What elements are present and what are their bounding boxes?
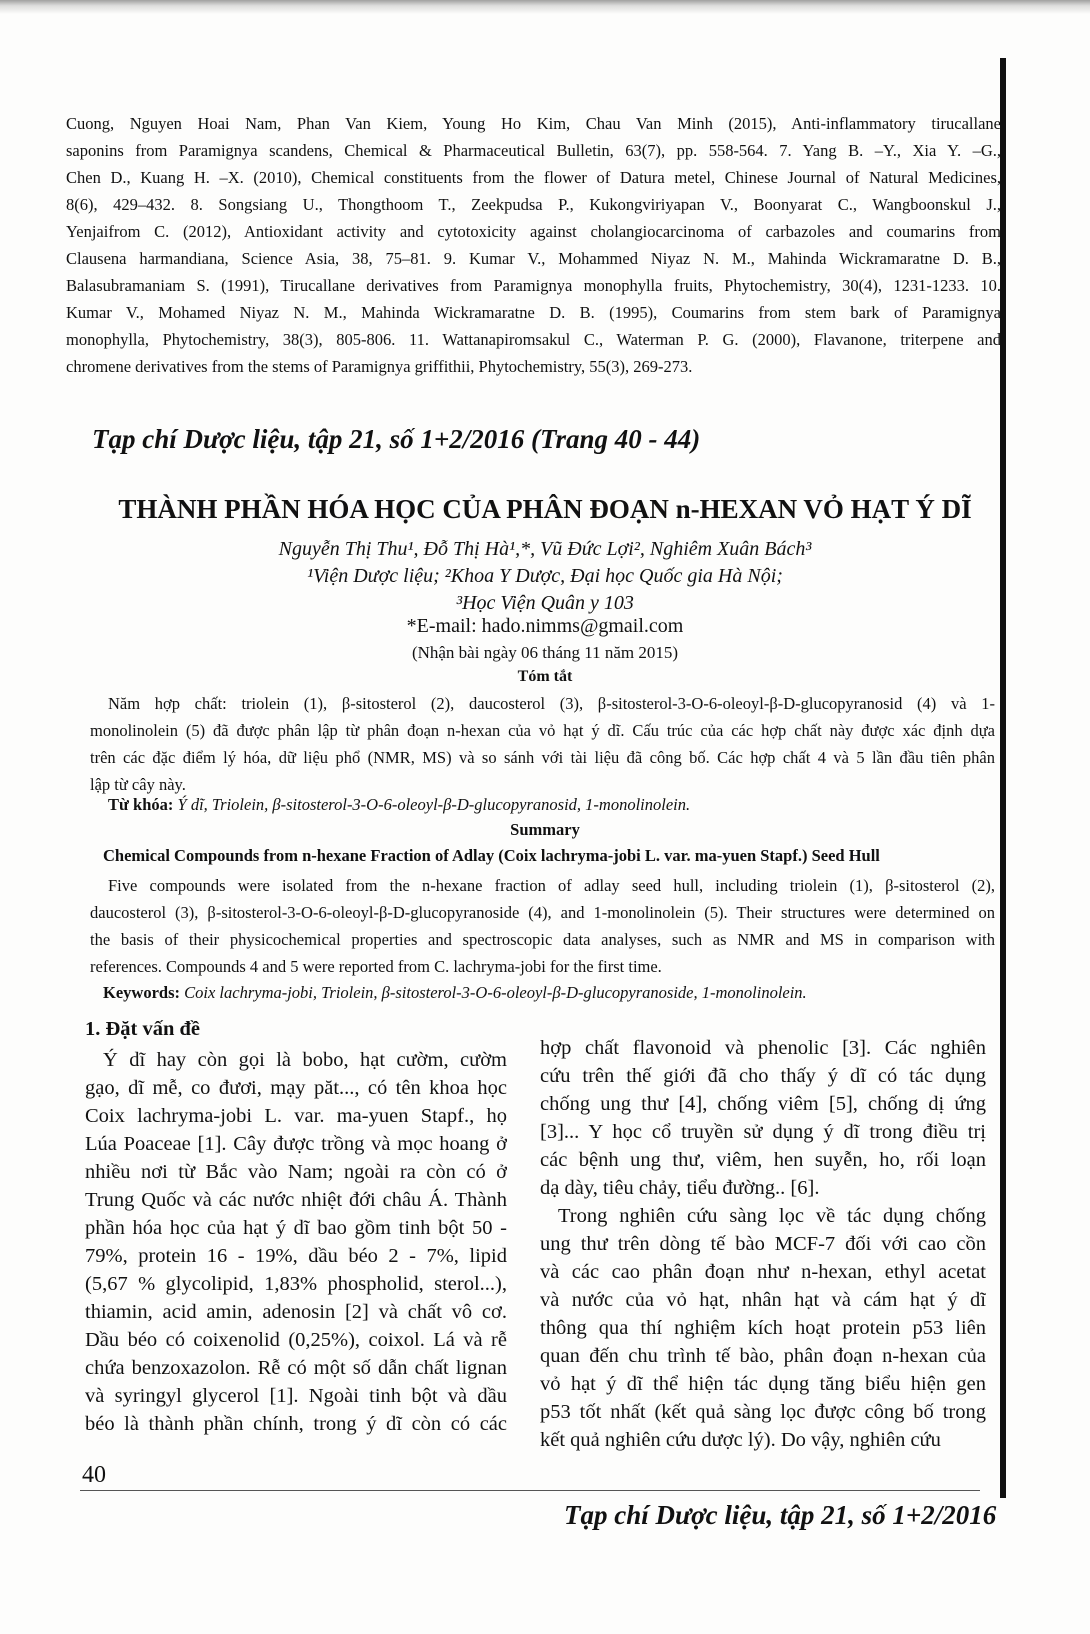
keywords-vn-text: Ý dĩ, Triolein, β-sitosterol-3-O-6-oleoyl-β-D-glucopyranosid, 1-monolinolein.: [177, 795, 691, 814]
abstract-vn: [90, 690, 995, 798]
text-line: Chen D., Kuang H. –X. (2010), Chemical constituents from the flower of Datura metel, Chinese Journal of Natural Medicines,: [66, 168, 1001, 187]
text-line: references. Compounds 4 and 5 were reported from C. lachryma-jobi for the first time.: [90, 957, 662, 976]
authors-block: [0, 536, 1090, 617]
affiliation-line-2: ³Học Viện Quân y 103: [456, 592, 634, 614]
text-line: lập từ cây này.: [90, 775, 186, 794]
text-line: p53 tốt nhất (kết quả sàng lọc được công bố trong: [540, 1401, 986, 1423]
text-line: the basis of their physicochemical properties and spectroscopic data analyses, such as NMR and MS in comparison with: [90, 930, 995, 949]
keywords-vn-label: Từ khóa:: [108, 795, 174, 814]
journal-header: Tạp chí Dược liệu, tập 21, số 1+2/2016 (Trang 40 - 44): [92, 424, 701, 454]
keywords-en-label: Keywords:: [103, 983, 180, 1002]
text-line: (5,67 % glycolipid, 1,83% phospholid, sterol...),: [85, 1273, 507, 1295]
text-line: Ý dĩ hay còn gọi là bobo, hạt cườm, cườm: [103, 1049, 507, 1071]
text-line: chống ung thư [4], chống viêm [5], chống dị ứng: [540, 1093, 986, 1115]
text-line: Trung Quốc và các nước nhiệt đới châu Á. Thành: [85, 1189, 507, 1211]
article-title: THÀNH PHẦN HÓA HỌC CỦA PHÂN ĐOẠN n-HEXAN VỎ HẠT Ý DĨ: [118, 494, 972, 524]
text-line: gạo, dĩ mễ, co đươi, mạy păt..., có tên khoa học: [85, 1077, 507, 1099]
keywords-en: [103, 983, 807, 1003]
body-right-column: [540, 1034, 986, 1454]
text-line: và các cao phân đoạn như n-hexan, ethyl acetat: [540, 1261, 986, 1283]
text-line: monolinolein (5) đã được phân lập từ phân đoạn n-hexan của vỏ hạt ý dĩ. Cấu trúc của các hợp chất này được xác định dựa: [90, 721, 995, 740]
text-line: Lúa Poaceae [1]. Cây được trồng và mọc hoang ở: [85, 1133, 507, 1155]
text-line: Năm hợp chất: triolein (1), β-sitosterol (2), daucosterol (3), β-sitosterol-3-O-6-oleoyl-β-D-glucopyranosid (4) và 1-: [108, 694, 995, 713]
text-line: chromene derivatives from the stems of Paramignya griffithii, Phytochemistry, 55(3), 269-273.: [66, 357, 693, 376]
text-line: ung thư trên dòng tế bào MCF-7 đối với cao cồn: [540, 1233, 986, 1255]
keywords-vn: [108, 795, 690, 815]
text-line: 79%, protein 16 - 19%, dầu béo 2 - 7%, lipid: [85, 1245, 507, 1267]
text-line: chứa benzoxazolon. Rễ có một số dẫn chất lignan: [85, 1357, 507, 1379]
text-line: kết quả nghiên cứu dược lý). Do vậy, nghiên cứu: [540, 1429, 941, 1451]
text-line: Coix lachryma-jobi L. var. ma-yuen Stapf., họ: [85, 1105, 507, 1127]
keywords-en-text: Coix lachryma-jobi, Triolein, β-sitosterol-3-O-6-oleoyl-β-D-glucopyranoside, 1-monolinolein.: [184, 983, 807, 1002]
text-line: béo là thành phần chính, trong ý dĩ còn có các: [85, 1413, 507, 1435]
author-email: *E-mail: hado.nimms@gmail.com: [406, 615, 684, 637]
text-line: phần hóa học của hạt ý dĩ bao gồm tinh bột 50 -: [85, 1217, 507, 1239]
text-line: saponins from Paramignya scandens, Chemical & Pharmaceutical Bulletin, 63(7), pp. 558-564. 7. Yang B. –Y., Xia Y. –G.,: [66, 141, 1001, 160]
section-heading: 1. Đặt vấn đề: [85, 1018, 201, 1040]
text-line: hợp chất flavonoid và phenolic [3]. Các nghiên: [540, 1037, 986, 1059]
text-line: và nước của vỏ hạt, nhân hạt và cám hạt ý dĩ: [540, 1289, 986, 1311]
text-line: dạ dày, tiêu chảy, tiểu đường.. [6].: [540, 1177, 820, 1199]
text-line: Clausena harmandiana, Science Asia, 38, 75–81. 9. Kumar V., Mohammed Niyaz N. M., Mahinda Wickramaratne D. B.,: [66, 249, 1001, 268]
footer-journal: Tạp chí Dược liệu, tập 21, số 1+2/2016: [564, 1500, 997, 1530]
summary-heading: Summary: [510, 820, 580, 839]
text-line: vỏ hạt ý dĩ thể hiện tác dụng tăng biểu hiện gen: [540, 1373, 986, 1395]
text-line: thiamin, acid amin, adenosin [2] và chất vô cơ.: [85, 1301, 507, 1323]
text-line: Balasubramaniam S. (1991), Tirucallane derivatives from Paramignya monophylla fruits, Phytochemistry, 30(4), 1231-1233. 10.: [66, 276, 1001, 295]
body-left-column: [85, 1046, 507, 1438]
text-line: Trong nghiên cứu sàng lọc về tác dụng chống: [558, 1205, 986, 1227]
received-date: (Nhận bài ngày 06 tháng 11 năm 2015): [411, 643, 679, 662]
text-line: Five compounds were isolated from the n-hexane fraction of adlay seed hull, including triolein (1), β-sitosterol (2),: [108, 876, 995, 895]
affiliation-line-1: ¹Viện Dược liệu; ²Khoa Y Dược, Đại học Quốc gia Hà Nội;: [307, 565, 783, 587]
abstract-vn-heading: Tóm tắt: [517, 668, 573, 685]
text-line: daucosterol (3), β-sitosterol-3-O-6-oleoyl-β-D-glucopyranoside (4), and 1-monolinolein (5). Their structures were determined on: [90, 903, 995, 922]
text-line: các bệnh ung thư, viêm, hen suyễn, ho, rối loạn: [540, 1149, 986, 1171]
text-line: Cuong, Nguyen Hoai Nam, Phan Van Kiem, Young Ho Kim, Chau Van Minh (2015), Anti-inflammatory tirucallane: [66, 114, 1001, 133]
footer-rule: [80, 1490, 980, 1491]
text-line: Dầu béo có coixenolid (0,25%), coixol. Lá và rễ: [85, 1329, 507, 1351]
text-line: quan đến chu trình tế bào, phân đoạn n-hexan của: [540, 1345, 986, 1367]
scan-edge-shadow: [0, 0, 1090, 14]
text-line: monophylla, Phytochemistry, 38(3), 805-806. 11. Wattanapiromsakul C., Waterman P. G. (2000), Flavanone, triterpene and: [66, 330, 1001, 349]
page-number: 40: [82, 1462, 106, 1488]
text-line: Yenjaifrom C. (2012), Antioxidant activity and cytotoxicity against cholangiocarcinoma of carbazoles and coumarins from: [66, 222, 1001, 241]
text-line: cứu trên thế giới đã cho thấy ý dĩ có tác dụng: [540, 1065, 986, 1087]
text-line: và syringyl glycerol [1]. Ngoài tinh bột và dầu: [85, 1385, 507, 1407]
text-line: trên các đặc điểm lý hóa, dữ liệu phổ (NMR, MS) và so sánh với tài liệu đã công bố. Các hợp chất 4 và 5 lần đầu tiên phân: [90, 748, 995, 767]
english-title: Chemical Compounds from n-hexane Fraction of Adlay (Coix lachryma-jobi L. var. ma-yuen Stapf.) Seed Hull: [103, 846, 880, 865]
text-line: [3]... Y học cổ truyền sử dụng ý dĩ trong điều trị: [540, 1121, 986, 1143]
references-block: [66, 110, 1001, 380]
text-line: Kumar V., Mohamed Niyaz N. M., Mahinda Wickramaratne D. B. (1995), Coumarins from stem bark of Paramignya: [66, 303, 1001, 322]
author-list: Nguyễn Thị Thu¹, Đỗ Thị Hà¹,*, Vũ Đức Lợi², Nghiêm Xuân Bách³: [278, 538, 812, 560]
text-line: nhiều nơi từ Bắc vào Nam; ngoài ra còn có ở: [85, 1161, 507, 1183]
text-line: 8(6), 429–432. 8. Songsiang U., Thongthoom T., Zeekpudsa P., Kukongviriyapan V., Boonyarat C., Wangboonskul J.,: [66, 195, 1001, 214]
abstract-en: [90, 872, 995, 980]
text-line: thông qua thí nghiệm kích hoạt protein p53 liên: [540, 1317, 986, 1339]
